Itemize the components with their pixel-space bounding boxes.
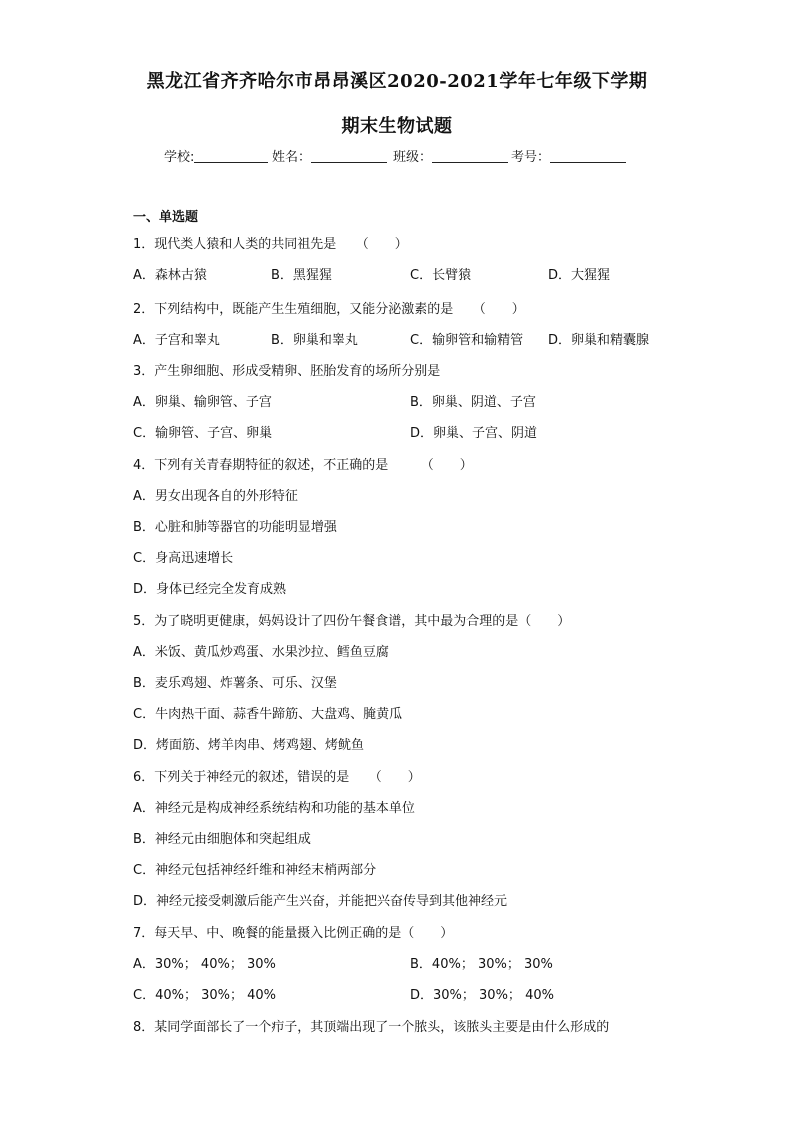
question-2-option-c: C．输卵管和输精管 [410, 333, 524, 348]
question-6-option-c: C．神经元包括神经纤维和神经末梢两部分 [133, 863, 377, 878]
exam-number-label: 考号： [511, 150, 551, 165]
question-6-option-a: A．神经元是构成神经系统结构和功能的基本单位 [133, 801, 415, 816]
question-1-option-a: A．森林古猿 [133, 268, 207, 283]
question-5-stem: 5．为了晓明更健康，妈妈设计了四份午餐食谱，其中最为合理的是（ ） [133, 614, 571, 629]
question-7-option-b: B．40%； 30%； 30% [410, 957, 553, 972]
school-label: 学校: [164, 150, 195, 165]
school-field[interactable] [164, 146, 268, 165]
question-2-option-b: B．卵巢和睾丸 [271, 333, 358, 348]
question-1-option-b: B．黑猩猩 [271, 268, 332, 283]
question-8-stem: 8．某同学面部长了一个疖子，其顶端出现了一个脓头，该脓头主要是由什么形成的 [133, 1020, 610, 1035]
question-1-option-d: D．大猩猩 [548, 268, 611, 283]
question-5-option-c: C．牛肉热干面、蒜香牛蹄筋、大盘鸡、腌黄瓜 [133, 707, 403, 722]
question-1-option-c: C．长臂猿 [410, 268, 472, 283]
question-7-option-d: D．30%； 30%； 40% [410, 988, 554, 1003]
school-blank[interactable] [194, 149, 268, 163]
class-field[interactable] [393, 146, 508, 165]
question-6-option-b: B．神经元由细胞体和突起组成 [133, 832, 311, 847]
question-3-option-b: B．卵巢、阴道、子宫 [410, 395, 536, 410]
question-7-option-a: A．30%； 40%； 30% [133, 957, 276, 972]
exam-title-line1: 黑龙江省齐齐哈尔市昂昂溪区2020-2021学年七年级下学期 [146, 71, 648, 92]
question-5-option-d: D．烤面筋、烤羊肉串、烤鸡翅、烤鱿鱼 [133, 738, 365, 753]
question-3-option-c: C．输卵管、子宫、卵巢 [133, 426, 273, 441]
question-3-option-d: D．卵巢、子宫、阴道 [410, 426, 538, 441]
question-2-option-d: D．卵巢和精囊腺 [548, 333, 650, 348]
question-6-stem: 6．下列关于神经元的叙述，错误的是 （ ） [133, 770, 421, 785]
question-3-stem: 3．产生卵细胞、形成受精卵、胚胎发育的场所分别是 [133, 364, 441, 379]
class-label: 班级： [393, 150, 433, 165]
question-5-option-b: B．麦乐鸡翅、炸薯条、可乐、汉堡 [133, 676, 337, 691]
question-4-option-b: B．心脏和肺等器官的功能明显增强 [133, 520, 337, 535]
question-7-option-c: C．40%； 30%； 40% [133, 988, 277, 1003]
question-6-option-d: D．神经元接受刺激后能产生兴奋，并能把兴奋传导到其他神经元 [133, 894, 508, 909]
question-1-stem: 1．现代类人猿和人类的共同祖先是 （ ） [133, 237, 408, 252]
question-3-option-a: A．卵巢、输卵管、子宫 [133, 395, 272, 410]
question-2-stem: 2．下列结构中，既能产生生殖细胞，又能分泌激素的是 （ ） [133, 302, 525, 317]
exam-number-field[interactable] [511, 146, 626, 165]
question-4-option-d: D．身体已经完全发育成熟 [133, 582, 287, 597]
question-4-option-a: A．男女出现各自的外形特征 [133, 489, 298, 504]
name-label: 姓名： [272, 150, 312, 165]
question-7-stem: 7．每天早、中、晚餐的能量摄入比例正确的是（ ） [133, 926, 454, 941]
question-4-stem: 4．下列有关青春期特征的叙述，不正确的是 （ ） [133, 458, 473, 473]
section-title: 一、单选题 [133, 210, 199, 225]
question-4-option-c: C．身高迅速增长 [133, 551, 234, 566]
name-field[interactable] [272, 146, 387, 165]
question-5-option-a: A．米饭、黄瓜炒鸡蛋、水果沙拉、鳕鱼豆腐 [133, 645, 389, 660]
question-2-option-a: A．子宫和睾丸 [133, 333, 220, 348]
class-blank[interactable] [432, 149, 508, 163]
exam-title-line2: 期末生物试题 [341, 116, 453, 137]
name-blank[interactable] [311, 149, 387, 163]
exam-number-blank[interactable] [550, 149, 626, 163]
